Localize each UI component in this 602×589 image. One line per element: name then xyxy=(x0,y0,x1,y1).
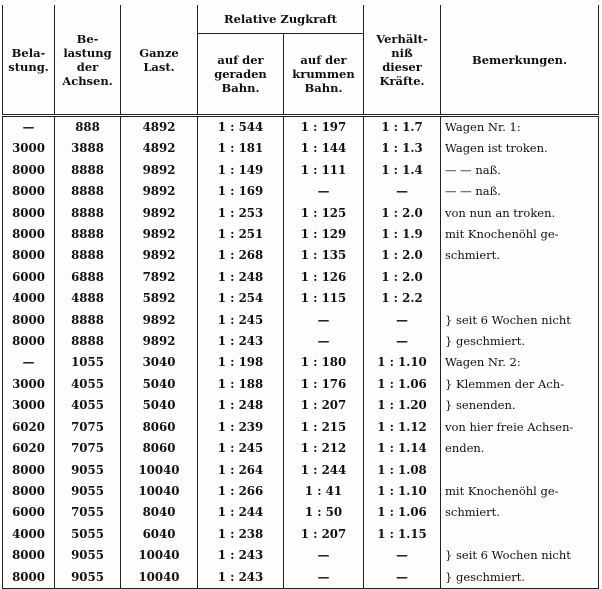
table-row xyxy=(3,288,599,309)
cell-belastung: 8000 xyxy=(3,160,55,181)
cell-belastung: 6000 xyxy=(3,502,55,523)
cell-achsen: 7075 xyxy=(55,438,121,459)
cell-bemerkung xyxy=(441,267,599,288)
cell-gerade: 1 : 253 xyxy=(198,203,284,224)
cell-belastung: 8000 xyxy=(3,245,55,266)
table-row xyxy=(3,481,599,502)
cell-krumm: 1 : 197 xyxy=(284,116,364,139)
table-row xyxy=(3,460,599,481)
cell-verhaeltnis: — xyxy=(364,331,441,352)
cell-verhaeltnis: 1 : 2.0 xyxy=(364,245,441,266)
cell-verhaeltnis: — xyxy=(364,567,441,589)
cell-bemerkung: — — naß. xyxy=(441,181,599,202)
cell-verhaeltnis: 1 : 1.06 xyxy=(364,374,441,395)
table-row xyxy=(3,160,599,181)
table-row xyxy=(3,545,599,566)
cell-krumm: 1 : 135 xyxy=(284,245,364,266)
cell-ganze-last: 8040 xyxy=(121,502,198,523)
cell-bemerkung: enden. xyxy=(441,438,599,459)
cell-krumm: 1 : 129 xyxy=(284,224,364,245)
cell-belastung: 8000 xyxy=(3,203,55,224)
header-verhaeltnis: Verhält- niß dieser Kräfte. xyxy=(364,5,441,116)
cell-achsen: 9055 xyxy=(55,481,121,502)
cell-krumm: 1 : 212 xyxy=(284,438,364,459)
cell-gerade: 1 : 248 xyxy=(198,267,284,288)
cell-ganze-last: 9892 xyxy=(121,331,198,352)
cell-gerade: 1 : 251 xyxy=(198,224,284,245)
table-row xyxy=(3,138,599,159)
cell-gerade: 1 : 248 xyxy=(198,395,284,416)
cell-verhaeltnis: 1 : 1.4 xyxy=(364,160,441,181)
cell-belastung: 8000 xyxy=(3,331,55,352)
table-row xyxy=(3,438,599,459)
cell-verhaeltnis: 1 : 1.3 xyxy=(364,138,441,159)
cell-verhaeltnis: 1 : 2.0 xyxy=(364,267,441,288)
cell-verhaeltnis: — xyxy=(364,181,441,202)
cell-ganze-last: 7892 xyxy=(121,267,198,288)
cell-krumm: 1 : 176 xyxy=(284,374,364,395)
cell-gerade: 1 : 544 xyxy=(198,116,284,139)
table-row xyxy=(3,352,599,373)
cell-belastung: 6000 xyxy=(3,267,55,288)
cell-bemerkung: Wagen Nr. 1: xyxy=(441,116,599,139)
cell-belastung: 3000 xyxy=(3,374,55,395)
cell-achsen: 888 xyxy=(55,116,121,139)
cell-bemerkung: } geschmiert. xyxy=(441,567,599,589)
cell-ganze-last: 5040 xyxy=(121,374,198,395)
cell-belastung: 8000 xyxy=(3,567,55,589)
cell-belastung: 4000 xyxy=(3,524,55,545)
table-row xyxy=(3,374,599,395)
cell-gerade: 1 : 266 xyxy=(198,481,284,502)
cell-bemerkung: von hier freie Achsen- xyxy=(441,417,599,438)
cell-gerade: 1 : 268 xyxy=(198,245,284,266)
cell-bemerkung: } Klemmen der Ach- xyxy=(441,374,599,395)
cell-krumm: 1 : 125 xyxy=(284,203,364,224)
cell-achsen: 8888 xyxy=(55,310,121,331)
cell-belastung: 8000 xyxy=(3,460,55,481)
cell-ganze-last: 5040 xyxy=(121,395,198,416)
cell-achsen: 7075 xyxy=(55,417,121,438)
cell-ganze-last: 9892 xyxy=(121,245,198,266)
cell-belastung: 3000 xyxy=(3,395,55,416)
cell-krumm: — xyxy=(284,567,364,589)
cell-verhaeltnis: 1 : 1.12 xyxy=(364,417,441,438)
header-belastung: Bela- stung. xyxy=(3,5,55,116)
header-relative-zugkraft: Relative Zugkraft xyxy=(198,5,364,34)
cell-belastung: 6020 xyxy=(3,438,55,459)
cell-belastung: — xyxy=(3,116,55,139)
data-table xyxy=(2,5,599,589)
cell-ganze-last: 3040 xyxy=(121,352,198,373)
cell-bemerkung xyxy=(441,460,599,481)
cell-achsen: 8888 xyxy=(55,331,121,352)
cell-verhaeltnis: 1 : 1.06 xyxy=(364,502,441,523)
cell-belastung: 8000 xyxy=(3,481,55,502)
table-row xyxy=(3,245,599,266)
cell-achsen: 9055 xyxy=(55,460,121,481)
cell-gerade: 1 : 181 xyxy=(198,138,284,159)
cell-bemerkung: schmiert. xyxy=(441,502,599,523)
cell-gerade: 1 : 245 xyxy=(198,438,284,459)
cell-krumm: 1 : 180 xyxy=(284,352,364,373)
cell-belastung: 8000 xyxy=(3,181,55,202)
cell-achsen: 5055 xyxy=(55,524,121,545)
cell-verhaeltnis: 1 : 2.2 xyxy=(364,288,441,309)
cell-verhaeltnis: 1 : 1.10 xyxy=(364,352,441,373)
cell-krumm: 1 : 115 xyxy=(284,288,364,309)
cell-gerade: 1 : 245 xyxy=(198,310,284,331)
cell-achsen: 4055 xyxy=(55,374,121,395)
cell-gerade: 1 : 243 xyxy=(198,567,284,589)
cell-gerade: 1 : 264 xyxy=(198,460,284,481)
cell-gerade: 1 : 238 xyxy=(198,524,284,545)
cell-verhaeltnis: — xyxy=(364,545,441,566)
cell-achsen: 1055 xyxy=(55,352,121,373)
cell-krumm: 1 : 144 xyxy=(284,138,364,159)
cell-ganze-last: 5892 xyxy=(121,288,198,309)
cell-verhaeltnis: 1 : 1.9 xyxy=(364,224,441,245)
table-row xyxy=(3,181,599,202)
cell-krumm: 1 : 207 xyxy=(284,395,364,416)
cell-achsen: 4888 xyxy=(55,288,121,309)
cell-ganze-last: 9892 xyxy=(121,160,198,181)
table-row xyxy=(3,417,599,438)
cell-verhaeltnis: 1 : 1.15 xyxy=(364,524,441,545)
cell-ganze-last: 9892 xyxy=(121,224,198,245)
cell-krumm: — xyxy=(284,310,364,331)
cell-belastung: 8000 xyxy=(3,224,55,245)
cell-verhaeltnis: 1 : 1.10 xyxy=(364,481,441,502)
cell-gerade: 1 : 188 xyxy=(198,374,284,395)
cell-krumm: 1 : 41 xyxy=(284,481,364,502)
cell-verhaeltnis: — xyxy=(364,310,441,331)
table-row xyxy=(3,116,599,139)
cell-bemerkung: } geschmiert. xyxy=(441,331,599,352)
cell-achsen: 8888 xyxy=(55,160,121,181)
header-geraden-bahn: auf der geraden Bahn. xyxy=(198,34,284,116)
cell-belastung: 8000 xyxy=(3,310,55,331)
cell-achsen: 9055 xyxy=(55,545,121,566)
cell-gerade: 1 : 243 xyxy=(198,545,284,566)
cell-gerade: 1 : 244 xyxy=(198,502,284,523)
cell-krumm: 1 : 111 xyxy=(284,160,364,181)
cell-bemerkung: Wagen Nr. 2: xyxy=(441,352,599,373)
cell-bemerkung xyxy=(441,288,599,309)
cell-krumm: — xyxy=(284,545,364,566)
cell-bemerkung: } seit 6 Wochen nicht xyxy=(441,310,599,331)
cell-ganze-last: 10040 xyxy=(121,545,198,566)
cell-krumm: — xyxy=(284,331,364,352)
table-header xyxy=(3,5,599,116)
cell-gerade: 1 : 243 xyxy=(198,331,284,352)
table-row xyxy=(3,331,599,352)
cell-krumm: 1 : 207 xyxy=(284,524,364,545)
cell-bemerkung: mit Knochenöhl ge- xyxy=(441,224,599,245)
cell-ganze-last: 6040 xyxy=(121,524,198,545)
table-body xyxy=(3,116,599,589)
cell-krumm: 1 : 215 xyxy=(284,417,364,438)
cell-belastung: 8000 xyxy=(3,545,55,566)
cell-verhaeltnis: 1 : 1.20 xyxy=(364,395,441,416)
cell-achsen: 4055 xyxy=(55,395,121,416)
cell-krumm: 1 : 126 xyxy=(284,267,364,288)
cell-ganze-last: 4892 xyxy=(121,116,198,139)
header-bemerkungen: Bemerkungen. xyxy=(441,5,599,116)
cell-verhaeltnis: 1 : 1.14 xyxy=(364,438,441,459)
cell-bemerkung: } senenden. xyxy=(441,395,599,416)
cell-belastung: 6020 xyxy=(3,417,55,438)
cell-belastung: — xyxy=(3,352,55,373)
cell-krumm: 1 : 50 xyxy=(284,502,364,523)
cell-gerade: 1 : 198 xyxy=(198,352,284,373)
cell-ganze-last: 9892 xyxy=(121,203,198,224)
cell-achsen: 9055 xyxy=(55,567,121,589)
cell-achsen: 8888 xyxy=(55,224,121,245)
table-row xyxy=(3,524,599,545)
table-row xyxy=(3,267,599,288)
cell-krumm: — xyxy=(284,181,364,202)
cell-bemerkung: von nun an troken. xyxy=(441,203,599,224)
cell-bemerkung: schmiert. xyxy=(441,245,599,266)
cell-gerade: 1 : 149 xyxy=(198,160,284,181)
header-ganze-last: Ganze Last. xyxy=(121,5,198,116)
header-krummen-bahn: auf der krummen Bahn. xyxy=(284,34,364,116)
cell-ganze-last: 9892 xyxy=(121,181,198,202)
table-row xyxy=(3,224,599,245)
cell-gerade: 1 : 254 xyxy=(198,288,284,309)
cell-ganze-last: 10040 xyxy=(121,460,198,481)
cell-belastung: 3000 xyxy=(3,138,55,159)
cell-ganze-last: 8060 xyxy=(121,417,198,438)
cell-verhaeltnis: 1 : 1.08 xyxy=(364,460,441,481)
cell-bemerkung: } seit 6 Wochen nicht xyxy=(441,545,599,566)
table-row xyxy=(3,567,599,589)
cell-verhaeltnis: 1 : 1.7 xyxy=(364,116,441,139)
header-belastung-achsen: Be- lastung der Achsen. xyxy=(55,5,121,116)
cell-achsen: 3888 xyxy=(55,138,121,159)
cell-ganze-last: 8060 xyxy=(121,438,198,459)
cell-bemerkung: mit Knochenöhl ge- xyxy=(441,481,599,502)
table-row xyxy=(3,395,599,416)
cell-krumm: 1 : 244 xyxy=(284,460,364,481)
table-row xyxy=(3,502,599,523)
cell-ganze-last: 10040 xyxy=(121,567,198,589)
cell-belastung: 4000 xyxy=(3,288,55,309)
cell-bemerkung: Wagen ist troken. xyxy=(441,138,599,159)
cell-gerade: 1 : 169 xyxy=(198,181,284,202)
cell-achsen: 6888 xyxy=(55,267,121,288)
table-row xyxy=(3,203,599,224)
cell-ganze-last: 4892 xyxy=(121,138,198,159)
cell-achsen: 7055 xyxy=(55,502,121,523)
cell-achsen: 8888 xyxy=(55,203,121,224)
cell-ganze-last: 10040 xyxy=(121,481,198,502)
cell-achsen: 8888 xyxy=(55,181,121,202)
cell-verhaeltnis: 1 : 2.0 xyxy=(364,203,441,224)
cell-gerade: 1 : 239 xyxy=(198,417,284,438)
cell-bemerkung: — — naß. xyxy=(441,160,599,181)
table-row xyxy=(3,310,599,331)
cell-achsen: 8888 xyxy=(55,245,121,266)
cell-ganze-last: 9892 xyxy=(121,310,198,331)
cell-bemerkung xyxy=(441,524,599,545)
